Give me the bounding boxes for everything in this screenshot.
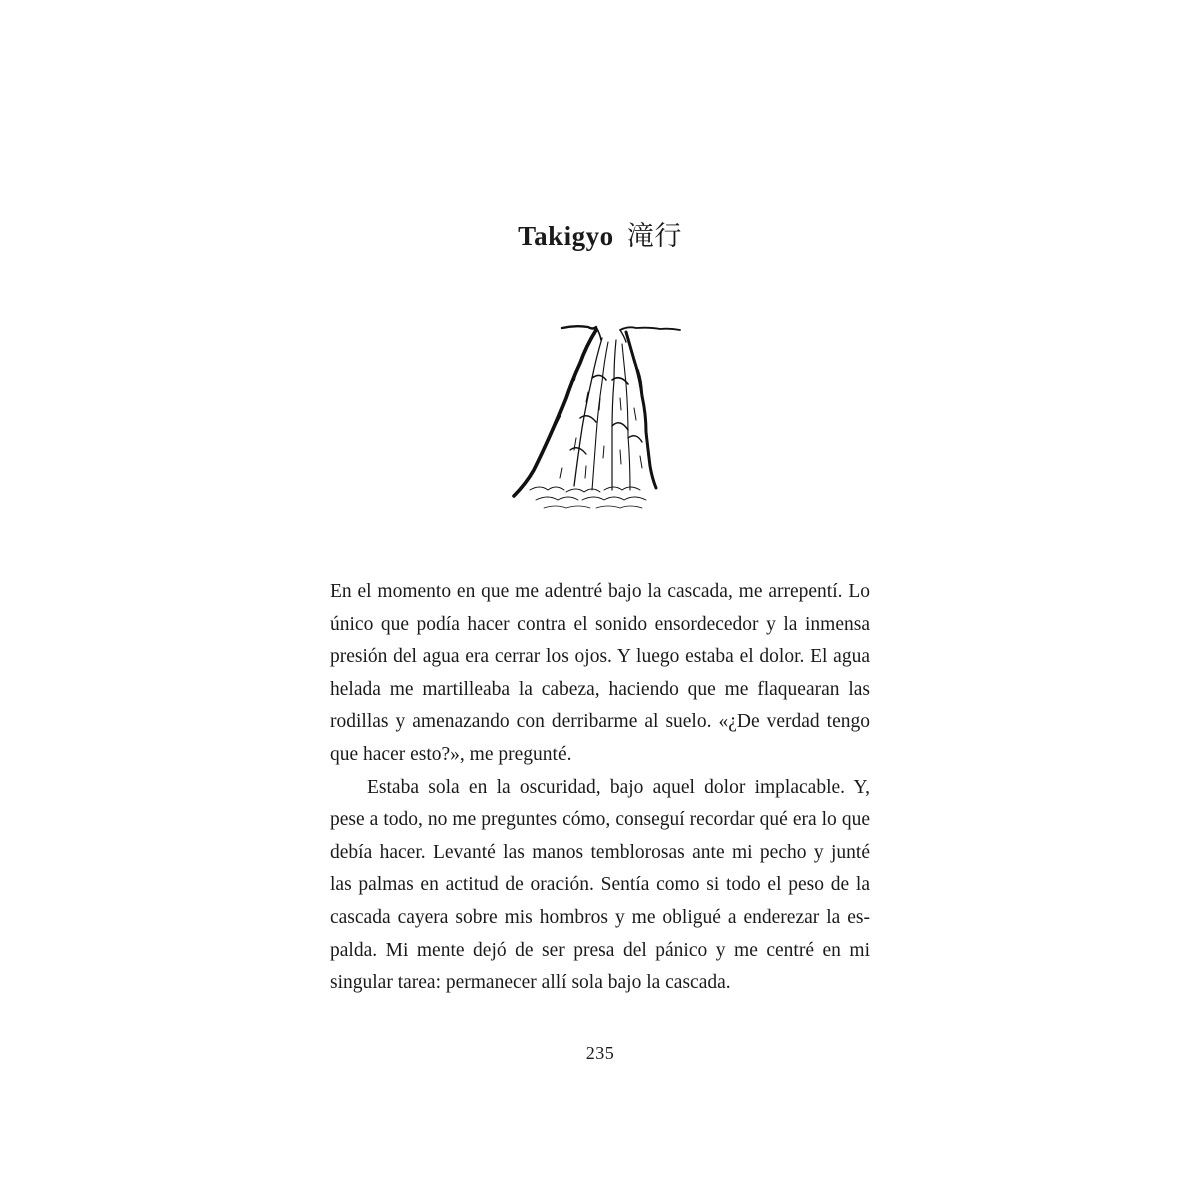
chapter-title: [0, 214, 1200, 253]
chapter-title-kanji: 滝行: [626, 221, 682, 252]
page-number: 235: [585, 1043, 615, 1063]
paragraph: En el momento en que me adentré bajo la cascada, me arrepentí. Lo único que podía hacer contra el sonido ensordecedor y la inmensa presión del agua era cerrar los ojos. Y luego estaba el dolor. El agua helada me martilleaba la cabeza, haciendo que me flaquearan las rodillas y amenazando con derribarme al suelo. «¿De verdad tengo que hacer esto?», me pregunté.: [330, 581, 870, 765]
paragraph: Estaba sola en la oscuridad, bajo aquel dolor implacable. Y, pese a todo, no me preguntes cómo, conseguí recordar qué era lo que debía hacer. Levanté las manos temblorosas ante mi pecho y junté las palmas en actitud de oración. Sentía como si todo el peso de la cascada cayera sobre mis hombros y me obligué a enderezar la espalda. Mi mente dejó de ser presa del pánico y me centré en mi singular tarea: permanecer allí sola bajo la cascada.: [330, 776, 870, 994]
chapter-title-latin: Takigyo: [518, 221, 614, 251]
waterfall-illustration: [500, 318, 690, 518]
body-text: [330, 576, 870, 1000]
